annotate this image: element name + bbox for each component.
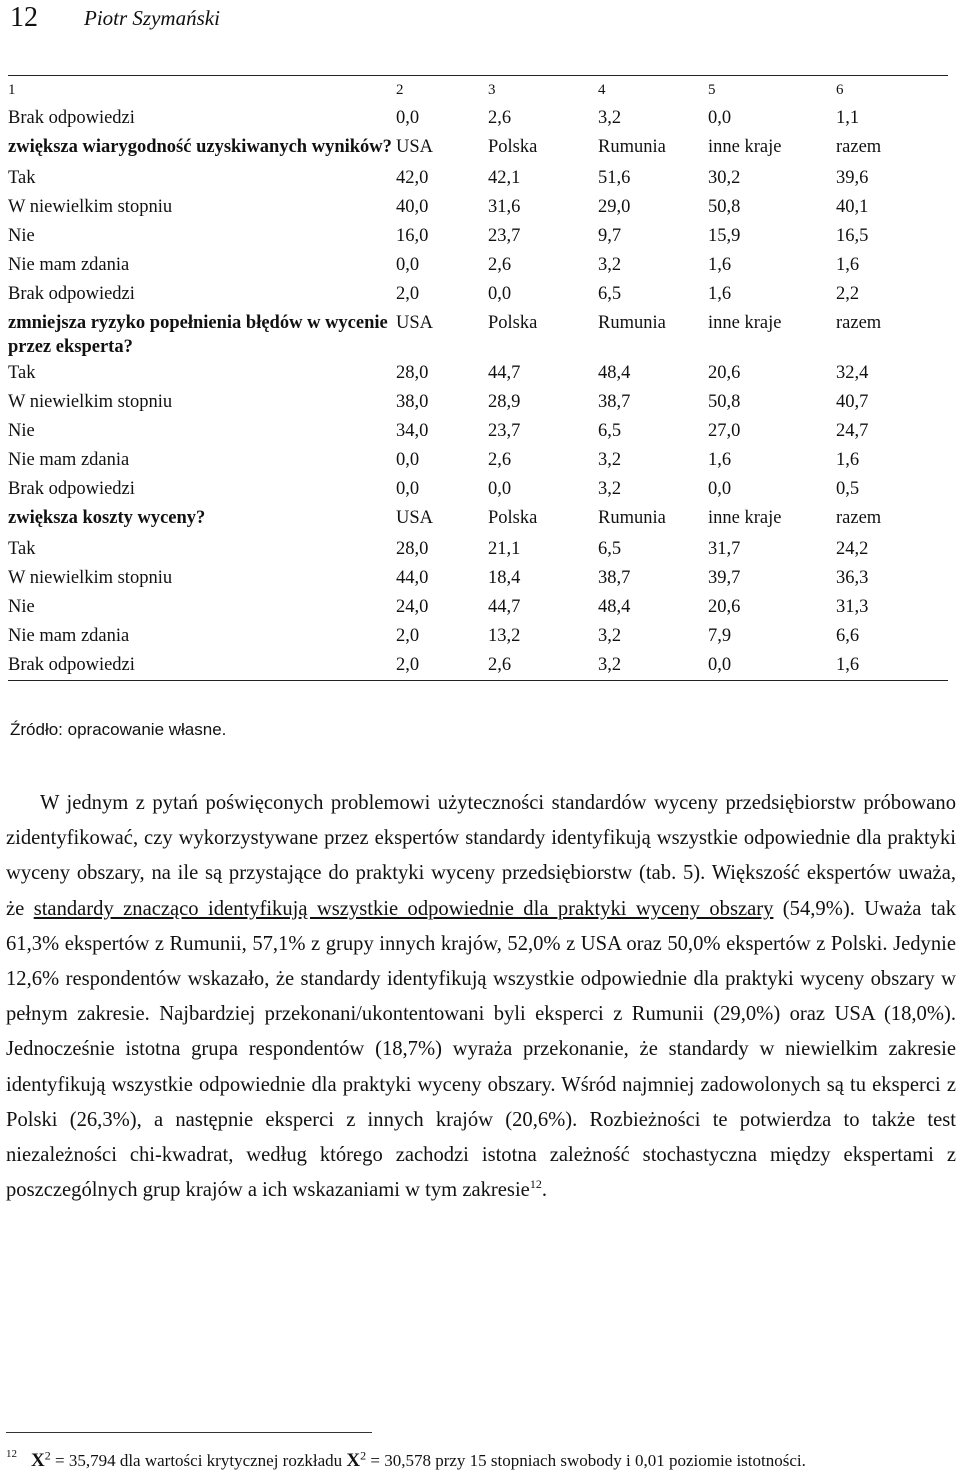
question-row-cell-5: inne kraje	[708, 137, 782, 157]
table-row-cell-5: 27,0	[708, 421, 741, 441]
table-row-cell-3: 2,6	[488, 450, 512, 470]
results-table	[8, 75, 948, 681]
table-row	[8, 164, 948, 193]
table-row-cell-6: 16,5	[836, 226, 869, 246]
table-row-cell-2: 0,0	[396, 255, 420, 275]
table-row-cell-5: 50,8	[708, 392, 741, 412]
table-row-cell-4: 6,5	[598, 539, 622, 559]
question-row-cell-3: Polska	[488, 137, 538, 157]
table-row-cell-4: 48,4	[598, 363, 631, 383]
column-number-row-cell-5: 5	[708, 82, 716, 98]
table-row-cell-1: W niewielkim stopniu	[8, 197, 173, 217]
question-row-cell-2: USA	[396, 508, 434, 528]
running-head	[6, 0, 954, 40]
table-row	[8, 651, 948, 680]
table-row-cell-4: 3,2	[598, 655, 622, 675]
footnote-reference[interactable]: 12	[529, 1177, 542, 1192]
table-row-cell-3: 44,7	[488, 597, 521, 617]
table-row-cell-1: Nie mam zdania	[8, 255, 130, 275]
page-number: 12	[10, 2, 38, 33]
table-row	[8, 593, 948, 622]
table-row-cell-1: Nie	[8, 421, 35, 441]
question-row-cell-6: razem	[836, 508, 882, 528]
table-row-cell-5: 1,6	[708, 284, 732, 304]
paragraph-end: .	[541, 1179, 547, 1202]
table-row	[8, 359, 948, 388]
question-row-cell-1: zwiększa koszty wyceny?	[8, 508, 206, 528]
table-row-cell-6: 1,6	[836, 255, 860, 275]
table-source-note: Źródło: opracowanie własne.	[10, 720, 227, 739]
table-row-cell-6: 1,1	[836, 108, 860, 128]
table-row-cell-4: 6,5	[598, 284, 622, 304]
table-row-cell-3: 0,0	[488, 284, 512, 304]
question-row-cell-2: USA	[396, 313, 434, 333]
column-number-row-cell-4: 4	[598, 82, 606, 98]
footnote-chi-symbol-1: X	[31, 1450, 45, 1471]
question-row-cell-1: zmniejsza ryzyko popełnienia błędów w wycenie przez eksperta?	[8, 313, 388, 357]
question-row-cell-3: Polska	[488, 313, 538, 333]
table-row-cell-2: 2,0	[396, 626, 420, 646]
footnote-mark: 12	[6, 1448, 17, 1460]
table-row-cell-2: 28,0	[396, 363, 429, 383]
table-row-cell-4: 38,7	[598, 392, 631, 412]
table-row-cell-1: Nie mam zdania	[8, 626, 130, 646]
paragraph-text-a: W jednym z pytań poświęconych problemowi użyteczności standardów wyceny przedsiębiorstw próbowano zidentyfikować, czy wykorzystywane przez ekspertów standardy identyfikują wszystkie odpowiednie dla praktyki wyceny obszary, na ile są przystające do praktyki wyceny przedsiębiorstw (tab. 5). Większość ekspertów uważa, że	[6, 792, 956, 920]
table-row-cell-4: 6,5	[598, 421, 622, 441]
column-number-row	[8, 76, 948, 104]
table-row	[8, 222, 948, 251]
column-number-row-cell-6: 6	[836, 82, 844, 98]
table-row-cell-3: 23,7	[488, 226, 521, 246]
table-row-cell-6: 2,2	[836, 284, 860, 304]
table-row-cell-5: 50,8	[708, 197, 741, 217]
question-row	[8, 504, 948, 535]
footnote-text-1: = 35,794 dla wartości krytycznej rozkładu	[50, 1451, 347, 1470]
table-row-cell-2: 0,0	[396, 108, 420, 128]
question-row-cell-6: razem	[836, 137, 882, 157]
question-row-cell-1: zwiększa wiarygodność uzyskiwanych wyników?	[8, 137, 392, 157]
table-row-cell-1: Tak	[8, 539, 36, 559]
question-row-cell-2: USA	[396, 137, 434, 157]
table-row-cell-6: 39,6	[836, 168, 869, 188]
table-row-cell-3: 2,6	[488, 108, 512, 128]
table-row	[8, 104, 948, 133]
table-row-cell-3: 21,1	[488, 539, 521, 559]
table-row-cell-2: 0,0	[396, 450, 420, 470]
footnote-chi-symbol-2: X	[346, 1450, 361, 1471]
table-row-cell-5: 1,6	[708, 255, 732, 275]
footnote-exponent-1: 2	[44, 1448, 51, 1463]
body-paragraph	[6, 786, 956, 1208]
question-row	[8, 133, 948, 164]
table-row-cell-6: 0,5	[836, 479, 860, 499]
table-row-cell-1: Nie	[8, 226, 35, 246]
table-row-cell-6: 40,7	[836, 392, 869, 412]
paragraph-underlined-text: standardy znacząco identyfikują wszystkie odpowiednie dla praktyki wyceny obszary	[33, 897, 774, 920]
table-row	[8, 475, 948, 504]
table-row-cell-1: Nie mam zdania	[8, 450, 130, 470]
table-row-cell-1: W niewielkim stopniu	[8, 392, 173, 412]
paragraph-text-b: (54,9%). Uważa tak 61,3% ekspertów z Rumunii, 57,1% z grupy innych krajów, 52,0% z USA oraz 50,0% ekspertów z Polski. Jedynie 12,6% respondentów wskazało, że standardy identyfikują wszystkie odpowiednie dla praktyki wyceny obszary w pełnym zakresie. Najbardziej przekonani/ukontentowani byli eksperci z Rumunii (29,0%) oraz USA (18,0%). Jednocześnie istotna grupa respondentów (18,7%) wyraża przekonanie, że standardy w niewielkim zakresie identyfikują wszystkie odpowiednie dla praktyki wyceny obszary. Wśród najmniej zadowolonych są tu eksperci z Polski (26,3%), a następnie eksperci z innych krajów (20,6%). Rozbieżności te potwierdza to także test niezależności chi-kwadrat, według którego zachodzi istotna zależność stochastyczna między ekspertami z poszczególnych grup krajów a ich wskazaniami w tym zakresie	[6, 897, 956, 1202]
question-row	[8, 309, 948, 359]
table-row-cell-1: Nie	[8, 597, 35, 617]
table-row-cell-6: 40,1	[836, 197, 869, 217]
footnote-exponent-2: 2	[360, 1448, 367, 1463]
question-row-cell-5: inne kraje	[708, 508, 782, 528]
table-row-cell-2: 28,0	[396, 539, 429, 559]
table-row-cell-1: Brak odpowiedzi	[8, 284, 135, 304]
question-row-cell-4: Rumunia	[598, 508, 666, 528]
table-row	[8, 193, 948, 222]
table-row-cell-3: 2,6	[488, 655, 512, 675]
column-number-row-cell-1: 1	[8, 82, 16, 98]
table-row	[8, 622, 948, 651]
table-row-cell-5: 15,9	[708, 226, 741, 246]
table-row-cell-2: 40,0	[396, 197, 429, 217]
table-row-cell-2: 34,0	[396, 421, 429, 441]
table-row-cell-3: 0,0	[488, 479, 512, 499]
table-row-cell-1: Brak odpowiedzi	[8, 655, 135, 675]
column-number-row-cell-2: 2	[396, 82, 404, 98]
table-row-cell-4: 3,2	[598, 626, 622, 646]
table-row-cell-4: 51,6	[598, 168, 631, 188]
table-bottom-rule	[8, 680, 948, 681]
column-number-row-cell-3: 3	[488, 82, 496, 98]
table-row-cell-6: 24,2	[836, 539, 869, 559]
table-row-cell-2: 42,0	[396, 168, 429, 188]
results-table-grid	[8, 76, 948, 680]
table-row	[8, 280, 948, 309]
running-head-author: Piotr Szymański	[84, 6, 220, 30]
table-row-cell-5: 30,2	[708, 168, 741, 188]
table-row	[8, 535, 948, 564]
table-row-cell-1: Tak	[8, 363, 36, 383]
table-row	[8, 446, 948, 475]
table-row-cell-3: 44,7	[488, 363, 521, 383]
table-row-cell-3: 18,4	[488, 568, 521, 588]
table-row-cell-6: 31,3	[836, 597, 869, 617]
table-row-cell-5: 39,7	[708, 568, 741, 588]
table-row	[8, 417, 948, 446]
table-row-cell-3: 28,9	[488, 392, 521, 412]
table-row-cell-3: 2,6	[488, 255, 512, 275]
question-row-cell-5: inne kraje	[708, 313, 782, 333]
table-row-cell-6: 1,6	[836, 655, 860, 675]
table-row-cell-5: 0,0	[708, 655, 732, 675]
table-row-cell-5: 20,6	[708, 597, 741, 617]
table-row-cell-6: 6,6	[836, 626, 860, 646]
table-row-cell-3: 23,7	[488, 421, 521, 441]
table-row-cell-1: Tak	[8, 168, 36, 188]
table-row-cell-4: 9,7	[598, 226, 622, 246]
table-row-cell-2: 44,0	[396, 568, 429, 588]
question-row-cell-3: Polska	[488, 508, 538, 528]
table-row-cell-4: 29,0	[598, 197, 631, 217]
table-row-cell-4: 3,2	[598, 450, 622, 470]
table-row-cell-6: 32,4	[836, 363, 869, 383]
footnote	[6, 1450, 956, 1472]
table-row-cell-5: 0,0	[708, 479, 732, 499]
question-row-cell-4: Rumunia	[598, 313, 666, 333]
table-row-cell-4: 48,4	[598, 597, 631, 617]
table-row-cell-2: 38,0	[396, 392, 429, 412]
table-row-cell-2: 0,0	[396, 479, 420, 499]
table-row-cell-2: 2,0	[396, 284, 420, 304]
table-row	[8, 388, 948, 417]
table-row-cell-2: 16,0	[396, 226, 429, 246]
footnote-text-2: = 30,578 przy 15 stopniach swobody i 0,01 poziomie istotności.	[366, 1451, 806, 1470]
table-row-cell-6: 36,3	[836, 568, 869, 588]
table-row-cell-4: 3,2	[598, 479, 622, 499]
table-row-cell-4: 3,2	[598, 255, 622, 275]
table-row-cell-3: 31,6	[488, 197, 521, 217]
table-row-cell-5: 7,9	[708, 626, 732, 646]
table-row-cell-6: 1,6	[836, 450, 860, 470]
table-row-cell-5: 31,7	[708, 539, 741, 559]
table-row-cell-2: 2,0	[396, 655, 420, 675]
table-row-cell-1: W niewielkim stopniu	[8, 568, 173, 588]
table-row-cell-5: 1,6	[708, 450, 732, 470]
table-row-cell-1: Brak odpowiedzi	[8, 108, 135, 128]
table-row-cell-1: Brak odpowiedzi	[8, 479, 135, 499]
table-row-cell-4: 38,7	[598, 568, 631, 588]
table-row-cell-4: 3,2	[598, 108, 622, 128]
table-row-cell-3: 42,1	[488, 168, 521, 188]
footnote-rule	[6, 1432, 372, 1433]
table-row	[8, 564, 948, 593]
table-row-cell-6: 24,7	[836, 421, 869, 441]
table-row-cell-2: 24,0	[396, 597, 429, 617]
table-row-cell-5: 0,0	[708, 108, 732, 128]
table-row-cell-5: 20,6	[708, 363, 741, 383]
table-row-cell-3: 13,2	[488, 626, 521, 646]
question-row-cell-4: Rumunia	[598, 137, 666, 157]
question-row-cell-6: razem	[836, 313, 882, 333]
table-row	[8, 251, 948, 280]
